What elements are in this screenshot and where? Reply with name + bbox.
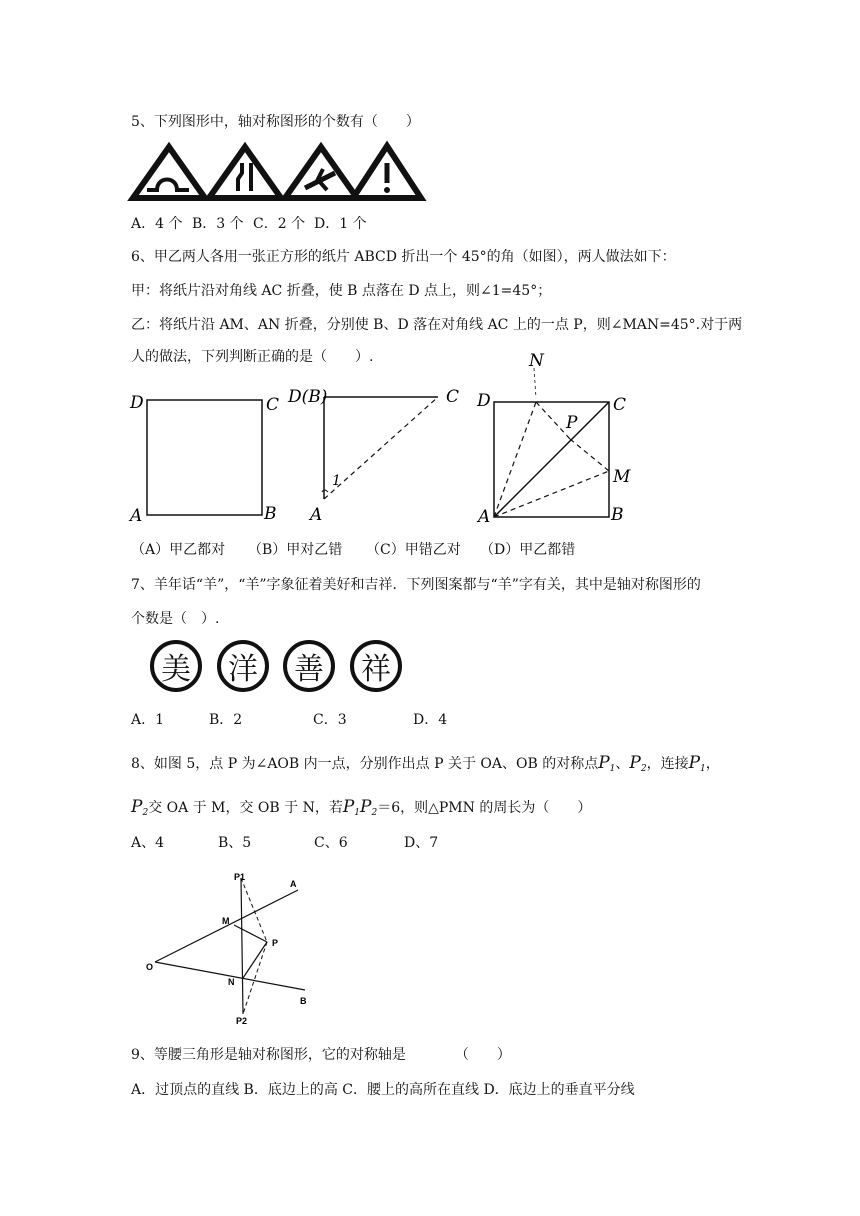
q7-option-c: C．3 [313,712,347,728]
label-a: A [478,507,491,527]
label-angle-1: 1 [332,473,341,489]
label-a: A [290,879,297,889]
q8-stem-a: 8、如图 5，点 P 为∠AOB 内一点，分别作出点 P 关于 OA、OB 的对称点 [131,756,599,772]
q6-method-jia: 甲：将纸片沿对角线 AC 折叠，使 B 点落在 D 点上，则∠1=45°； [131,283,552,299]
q8-figure-angle-aob [140,866,330,1028]
label-a: A [310,505,323,525]
q6-stem: 6、甲乙两人各用一张正方形的纸片 ABCD 折出一个 45°的角（如图），两人做法如下： [131,249,676,265]
q9-stem: 9、等腰三角形是轴对称图形，它的对称轴是 （ ） [131,1047,511,1063]
q7-option-d: D．4 [413,712,448,728]
p1-symbol: $P_1$ [688,753,706,774]
label-m: M [613,467,631,487]
label-n: N [228,977,235,987]
label-d: D [477,391,491,411]
q5-option-b: B．3 个 [192,216,244,232]
label-b: B [611,505,624,525]
q5-stem: 5、下列图形中，轴对称图形的个数有（ ） [131,114,420,130]
q8-stem-line2 [131,797,591,823]
seal-shan: 善 [283,640,335,692]
seal-yang-ocean: 洋 [217,640,269,692]
label-p: P [566,413,578,433]
label-b: B [300,996,307,1006]
label-o: O [146,962,154,972]
q8-stem-d: ＝6，则△PMN 的周长为（ ） [377,800,592,816]
p1-symbol: $P_1$ [598,753,616,774]
sign-airplane-icon [285,147,357,198]
label-c: C [446,387,460,407]
road-signs-figure [131,143,423,203]
label-n: N [529,351,544,371]
label-m: M [222,916,230,926]
q6-figure-square [128,388,288,526]
q5-option-c: C．2 个 [253,216,306,232]
q7-stem-line2: 个数是（ ）. [131,611,220,627]
q7-stem-line1: 7、羊年话“羊”，“羊”字象征着美好和吉祥．下列图案都与“羊”字有关，其中是轴对称图形的 [131,577,701,593]
q6-option-d: （D）甲乙都错 [480,542,576,558]
q8-stem-b: ，连接 [646,756,689,772]
q6-option-c: （C）甲错乙对 [366,542,461,558]
sign-narrow-road-icon [209,147,281,198]
q8-stem-line1: 8、如图 5，点 P 为∠AOB 内一点，分别作出点 P 关于 OA、OB 的对称点$P_1$、$P_2$，连接$P_1$， [131,753,720,774]
q8-stem-c: 交 OA 于 M，交 OB 于 N，若 [148,800,343,816]
q7-option-b: B．2 [209,712,243,728]
p2-symbol: $P_2$ [629,753,647,774]
label-db: D(B) [288,387,328,407]
q8-option-a: A、4 [131,835,165,851]
label-d: D [130,393,144,413]
label-a: A [130,506,143,526]
q6-option-b: （B）甲对乙错 [248,542,343,558]
q8-option-c: C、6 [314,835,348,851]
q8-option-d: D、7 [404,835,439,851]
label-p: P [272,938,279,948]
sign-exclamation-icon [353,146,421,198]
label-c: C [266,395,280,415]
seal-xiang: 祥 [350,640,402,692]
seal-mei: 美 [150,640,202,692]
q7-option-a: A．1 [131,712,165,728]
q6-method-yi-line1: 乙：将纸片沿 AM、AN 折叠，分别使 B、D 落在对角线 AC 上的一点 P，则∠MAN=45°.对于两 [131,317,743,333]
q5-option-d: D．1 个 [314,216,367,232]
label-c: C [613,395,627,415]
p2-symbol: $P_2$ [131,797,149,818]
square [147,400,262,515]
q5-option-a: A．4 个 [131,216,183,232]
q6-figure-fold-am-an [474,348,644,527]
q6-option-a: （A）甲乙都对 [131,542,226,558]
p1p2-symbol: $P_1P_2$ [342,797,378,818]
label-b: B [264,504,277,524]
label-p2: P2 [236,1016,248,1026]
q6-figure-fold-diagonal [288,384,468,524]
label-p1: P1 [234,872,246,882]
q9-options: A．过顶点的直线 B．底边上的高 C．腰上的高所在直线 D．底边上的垂直平分线 [131,1082,635,1098]
q6-method-yi-line2: 人的做法，下列判断正确的是（ ）. [131,349,374,365]
sign-bump-icon [133,147,205,198]
q8-option-b: B、5 [218,835,252,851]
